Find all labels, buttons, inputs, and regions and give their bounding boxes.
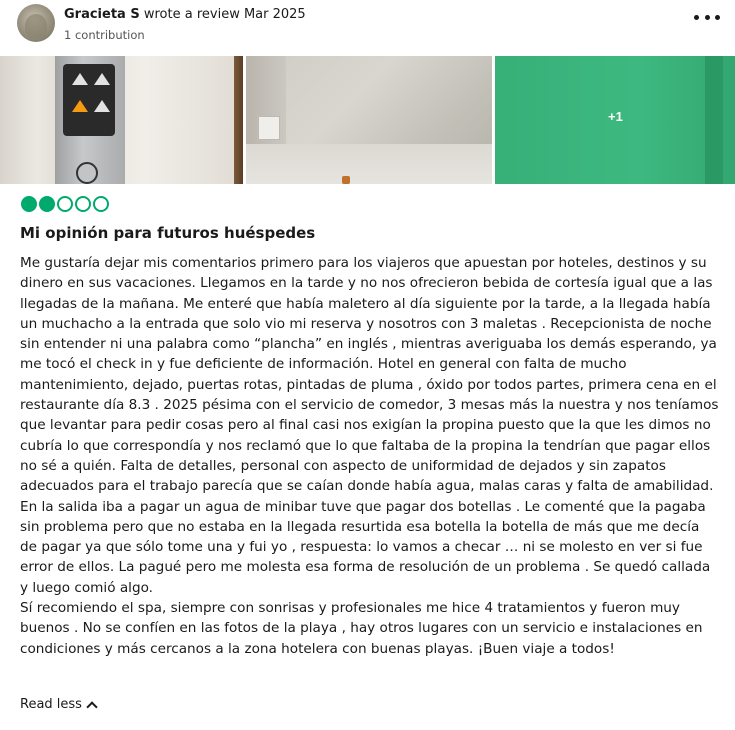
- door-frame: [234, 56, 243, 184]
- elevator-arrow-icon: [72, 73, 88, 85]
- review-photo-wall[interactable]: [246, 56, 492, 184]
- review-photos: [0, 56, 735, 184]
- more-options-icon: [694, 15, 699, 20]
- rating-bubbles: [21, 196, 109, 212]
- more-photos-count[interactable]: +1: [608, 109, 623, 124]
- elevator-call-button: [76, 162, 98, 184]
- avatar-image: [25, 14, 47, 38]
- review-action-text: wrote a review Mar 2025: [143, 7, 306, 22]
- reviewer-name[interactable]: Gracieta S: [64, 7, 140, 22]
- read-less-label: Read less: [20, 697, 82, 712]
- rating-bubble-icon: [75, 196, 91, 212]
- outlet: [258, 116, 280, 140]
- contribution-count: 1 contribution: [64, 28, 145, 42]
- review-title: Mi opinión para futuros huéspedes: [20, 224, 316, 242]
- review-photo-more[interactable]: [495, 56, 735, 184]
- review-header: [0, 0, 735, 56]
- chevron-up-icon: [86, 701, 97, 712]
- rating-bubble-icon: [39, 196, 55, 212]
- more-options-icon: [705, 15, 710, 20]
- more-options-icon: [715, 15, 720, 20]
- avatar[interactable]: [17, 4, 55, 42]
- floor: [246, 144, 492, 184]
- rating-bubble-icon: [21, 196, 37, 212]
- rating-bubble-icon: [93, 196, 109, 212]
- review-body: [20, 253, 720, 659]
- read-less-button[interactable]: [20, 697, 96, 712]
- rust-spot: [342, 176, 350, 184]
- rating-bubble-icon: [57, 196, 73, 212]
- reviewer-line: [64, 7, 306, 22]
- review-paragraph: Me gustaría dejar mis comentarios primero para los viajeros que apuestan por hoteles, destinos y su dinero en sus vacaciones. Llegamos en la tarde y no nos ofrecieron bebida de cortesía igual que a las llegadas de la mañana. Me enteré que había maletero al día siguiente por la tarde, a la llegada había un muchacho a la entrada que solo vio mi reserva y nosotros con 3 maletas . Recepcionista de noche sin entender ni una palabra como “plancha” en inglés , mientras averiguaba los demás esperando, ya me tocó el check in y fue deficiente de información. Hotel en general con falta de mucho mantenimiento, dejado, puertas rotas, pintadas de pluma , óxido por todos partes, primera cena en el restaurante día 8.3 . 2025 pésima con el servicio de comedor, 3 mesas más la nuestra y nos teníamos que levantar para pedir cosas pero al final casi nos exigían la propina puesto que la que les dimos no cubría lo que correspondía y nos reclamó que lo que faltaba de la propina la tendrían que pagar ellos no sé a quién. Falta de detalles, personal con aspecto de uniformidad de dejados y sin zapatos adecuados para el trabajo parecía que se caían donde había agua, malas caras y falta de amabilidad. En la salida iba a pagar un agua de minibar tuve que pagar dos botellas . Le comenté que la pagaba sin problema pero que no estaba en la llegada resurtida esa botella la botella de más que me decía de pagar ya que sólo tome una y fui yo , respuesta: lo vamos a checar … ni se molesto en ver si fue error de ellos. La pagué pero me molesta esa forma de resolución de un problema . Se quedó callada y luego comió algo.: [20, 255, 719, 596]
- elevator-arrow-icon: [94, 73, 110, 85]
- elevator-arrow-icon: [94, 100, 110, 112]
- elevator-arrow-lit-icon: [72, 100, 88, 112]
- review-paragraph: Sí recomiendo el spa, siempre con sonrisas y profesionales me hice 4 tratamientos y fueron muy buenos . No se confíen en las fotos de la playa , hay otros lugares con un servicio e instalaciones en condiciones y más cercanos a la zona hotelera con buenas playas. ¡Buen viaje a todos!: [20, 600, 703, 657]
- review-photo-elevator[interactable]: [0, 56, 243, 184]
- more-options-button[interactable]: [694, 9, 720, 25]
